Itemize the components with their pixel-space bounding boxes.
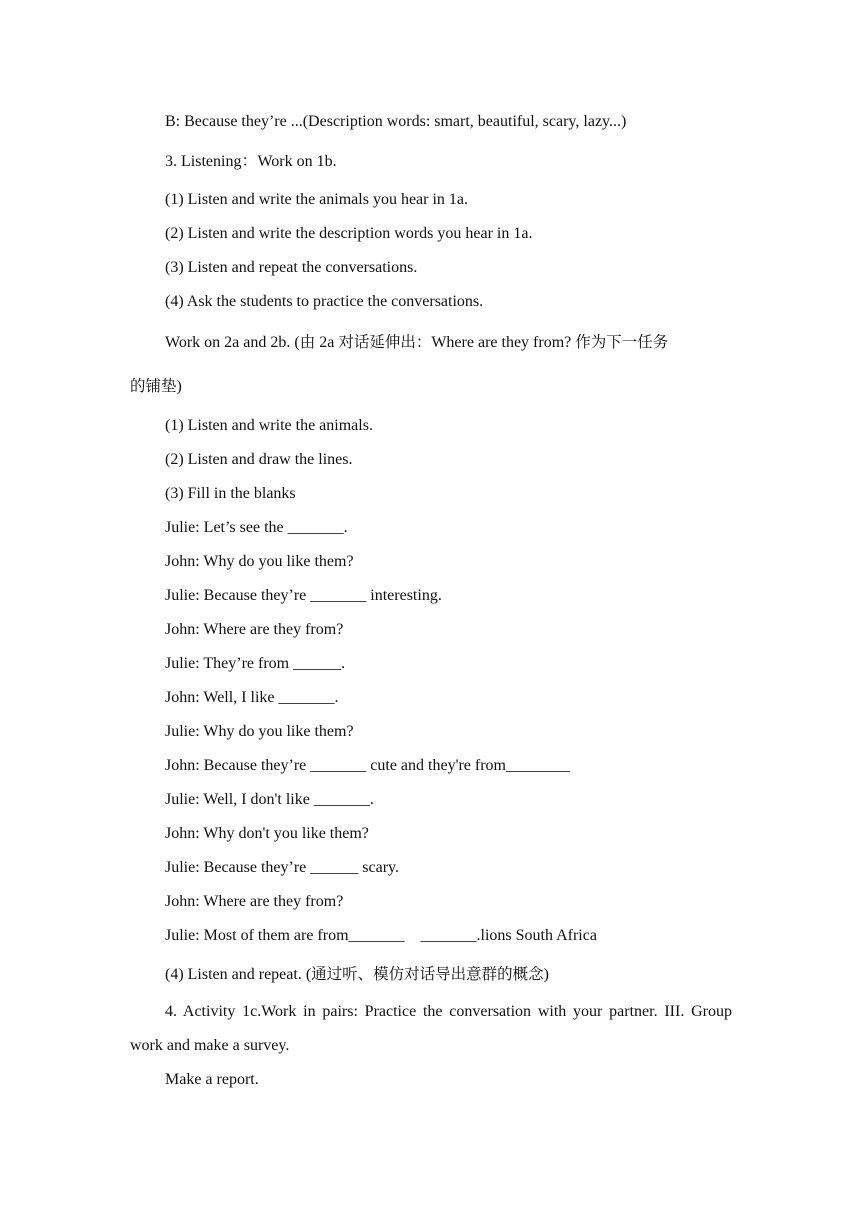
dialogue-line: Julie: Most of them are from_______ _______.lions South Africa	[165, 927, 597, 944]
text-line: (4) Ask the students to practice the conversations.	[165, 293, 484, 310]
text-line: (1) Listen and write the animals you hear in 1a.	[165, 191, 469, 208]
work-2a-line-continued	[130, 376, 182, 397]
cjk-segment: 作为下一任务	[575, 333, 669, 351]
text-segment: Where are they from?	[431, 334, 576, 351]
text-line: (1) Listen and write the animals.	[165, 417, 373, 434]
dialogue-line: John: Where are they from?	[165, 893, 344, 910]
dialogue-line: John: Because they’re _______ cute and they're from________	[165, 757, 570, 774]
work-2a-line	[165, 332, 668, 353]
dialogue-line: John: Why don't you like them?	[165, 825, 369, 842]
dialogue-line: John: Where are they from?	[165, 621, 344, 638]
text-line: B: Because they’re ...(Description words: smart, beautiful, scary, lazy...)	[165, 113, 627, 130]
text-segment: )	[543, 966, 549, 983]
cjk-segment: 通过听、模仿对话导出意群的概念	[311, 965, 544, 983]
dialogue-line: Julie: Why do you like them?	[165, 723, 354, 740]
dialogue-line: John: Why do you like them?	[165, 553, 354, 570]
cjk-segment: 由	[299, 333, 316, 351]
cjk-segment: 的铺垫	[130, 377, 177, 395]
cjk-segment: 对话延伸出：	[338, 333, 432, 351]
dialogue-line: Julie: Because they’re _______ interesting.	[165, 587, 442, 604]
text-segment: )	[176, 378, 182, 395]
text-line: Make a report.	[165, 1071, 259, 1088]
text-segment: 2a	[315, 334, 339, 351]
dialogue-line: John: Well, I like _______.	[165, 689, 339, 706]
text-line: (3) Listen and repeat the conversations.	[165, 259, 418, 276]
text-line: (2) Listen and draw the lines.	[165, 451, 353, 468]
section-heading: 3. Listening：Work on 1b.	[165, 153, 337, 170]
dialogue-line: Julie: Well, I don't like _______.	[165, 791, 374, 808]
dialogue-line: Julie: They’re from ______.	[165, 655, 346, 672]
text-line: (3) Fill in the blanks	[165, 485, 296, 502]
dialogue-line: Julie: Let’s see the _______.	[165, 519, 348, 536]
text-segment: (4) Listen and repeat. (	[165, 966, 312, 983]
dialogue-line: Julie: Because they’re ______ scary.	[165, 859, 399, 876]
text-segment: Work on 2a and 2b. (	[165, 334, 300, 351]
text-line: (2) Listen and write the description words you hear in 1a.	[165, 225, 533, 242]
activity-paragraph: 4. Activity 1c.Work in pairs: Practice the conversation with your partner. III. Group work and make a survey.	[130, 1003, 732, 1054]
listen-repeat-line	[165, 964, 549, 985]
